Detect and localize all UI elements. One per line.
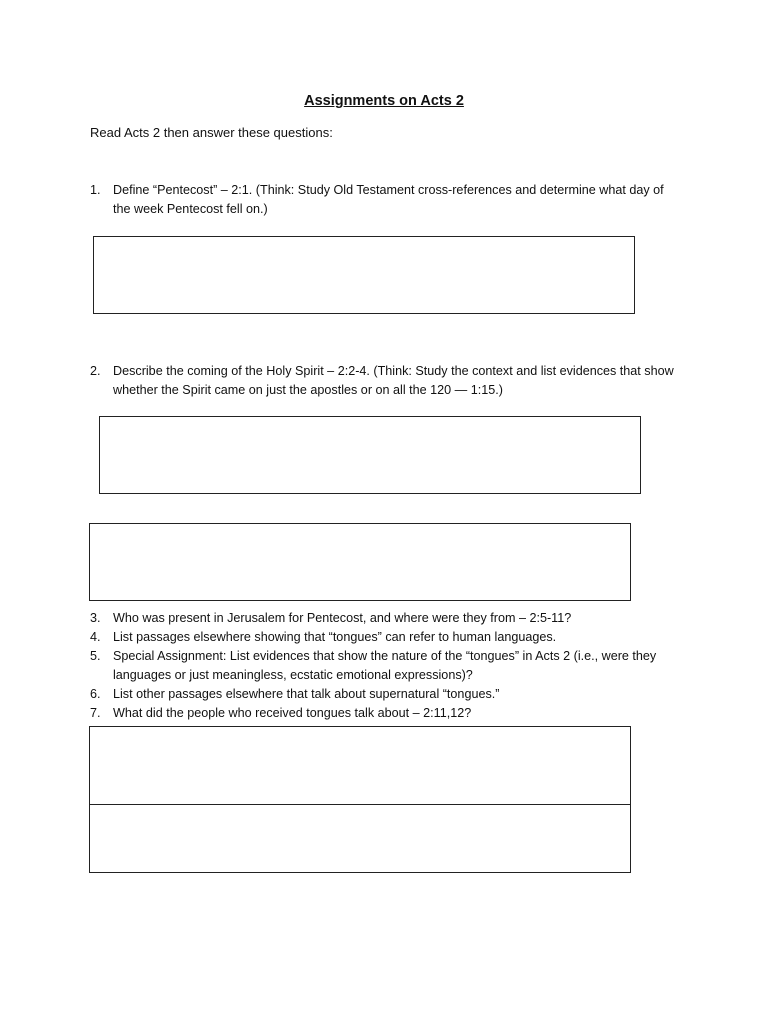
question-5-line-2: languages or just meaningless, ecstatic emotional expressions)? xyxy=(113,668,473,682)
question-7-number: 7. xyxy=(90,706,101,720)
answer-box-5[interactable] xyxy=(89,804,631,873)
answer-box-3[interactable] xyxy=(89,523,631,601)
question-2 xyxy=(90,362,690,402)
question-6-number: 6. xyxy=(90,687,101,701)
answer-box-4[interactable] xyxy=(89,726,631,805)
question-5-line-1: Special Assignment: List evidences that show the nature of the “tongues” in Acts 2 (i.e., were they xyxy=(113,649,657,663)
question-4-number: 4. xyxy=(90,630,101,644)
question-1-line-1: Define “Pentecost” – 2:1. (Think: Study Old Testament cross-references and determine what day of xyxy=(113,183,664,197)
question-3-text: Who was present in Jerusalem for Pentecost, and where were they from – 2:5-11? xyxy=(113,611,572,625)
page-title: Assignments on Acts 2 xyxy=(304,93,464,109)
answer-box-1[interactable] xyxy=(93,236,635,314)
question-3 xyxy=(90,609,690,628)
question-2-line-1: Describe the coming of the Holy Spirit – 2:2-4. (Think: Study the context and list evidences that show xyxy=(113,364,674,378)
question-1-number: 1. xyxy=(90,183,101,197)
question-4 xyxy=(90,628,690,647)
question-3-number: 3. xyxy=(90,611,101,625)
question-6-text: List other passages elsewhere that talk about supernatural “tongues.” xyxy=(113,687,500,701)
question-6 xyxy=(90,685,690,704)
question-1-line-2: the week Pentecost fell on.) xyxy=(113,202,268,216)
answer-box-2[interactable] xyxy=(99,416,641,494)
question-4-text: List passages elsewhere showing that “tongues” can refer to human languages. xyxy=(113,630,557,644)
question-2-number: 2. xyxy=(90,364,101,378)
question-2-line-2: whether the Spirit came on just the apostles or on all the 120 — 1:15.) xyxy=(113,383,503,397)
question-7-text: What did the people who received tongues talk about – 2:11,12? xyxy=(113,706,472,720)
intro-text: Read Acts 2 then answer these questions: xyxy=(90,125,333,140)
question-1 xyxy=(90,181,690,221)
question-5 xyxy=(90,647,690,685)
question-7 xyxy=(90,704,690,723)
question-5-number: 5. xyxy=(90,649,101,663)
